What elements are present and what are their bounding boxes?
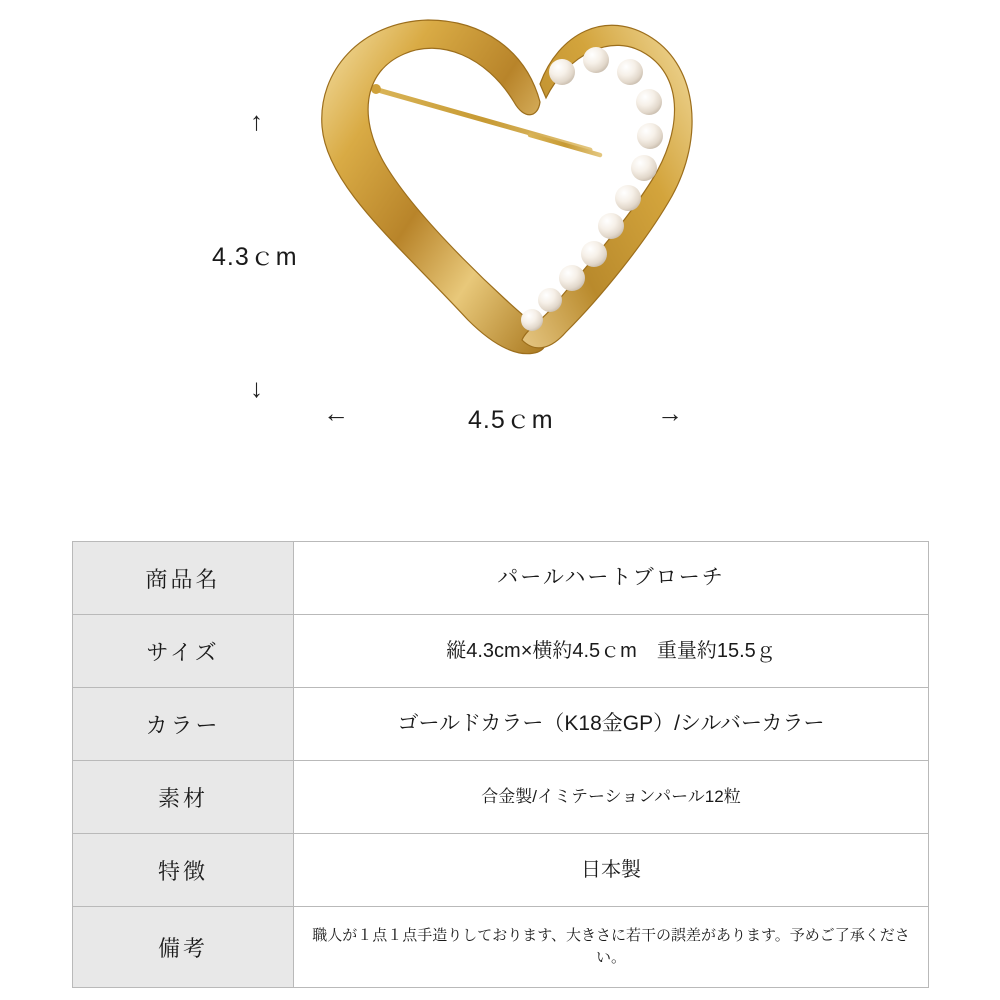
pearl-heart-brooch-photo xyxy=(300,10,720,380)
dimension-height-label: 4.3ｃm xyxy=(212,243,298,271)
spec-value-color: ゴールドカラー（K18金GP）/シルバーカラー xyxy=(294,688,929,761)
table-row xyxy=(73,761,929,834)
spec-label-color: カラー xyxy=(73,688,294,761)
spec-label-material: 素材 xyxy=(73,761,294,834)
table-row xyxy=(73,615,929,688)
dimension-width-label: 4.5ｃm xyxy=(468,406,554,434)
dimension-arrow-up-icon: ↑ xyxy=(250,106,263,136)
spec-label-feature: 特徴 xyxy=(73,834,294,907)
spec-label-note: 備考 xyxy=(73,907,294,988)
table-row xyxy=(73,907,929,988)
spec-value-size: 縦4.3cm×横約4.5ｃm 重量約15.5ｇ xyxy=(294,615,929,688)
spec-label-size: サイズ xyxy=(73,615,294,688)
dimension-arrow-left-icon: ← xyxy=(323,398,349,428)
spec-value-feature: 日本製 xyxy=(294,834,929,907)
product-spec-table xyxy=(72,541,929,988)
spec-label-product-name: 商品名 xyxy=(73,542,294,615)
spec-value-material: 合金製/イミテーションパール12粒 xyxy=(294,761,929,834)
table-row xyxy=(73,542,929,615)
table-row xyxy=(73,688,929,761)
table-row xyxy=(73,834,929,907)
dimension-arrow-right-icon: → xyxy=(657,398,683,428)
spec-value-note: 職人が１点１点手造りしております、大きさに若干の誤差があります。予めご了承ください。 xyxy=(294,907,929,988)
spec-value-product-name: パールハートブローチ xyxy=(294,542,929,615)
dimension-arrow-down-icon: ↓ xyxy=(250,373,263,403)
